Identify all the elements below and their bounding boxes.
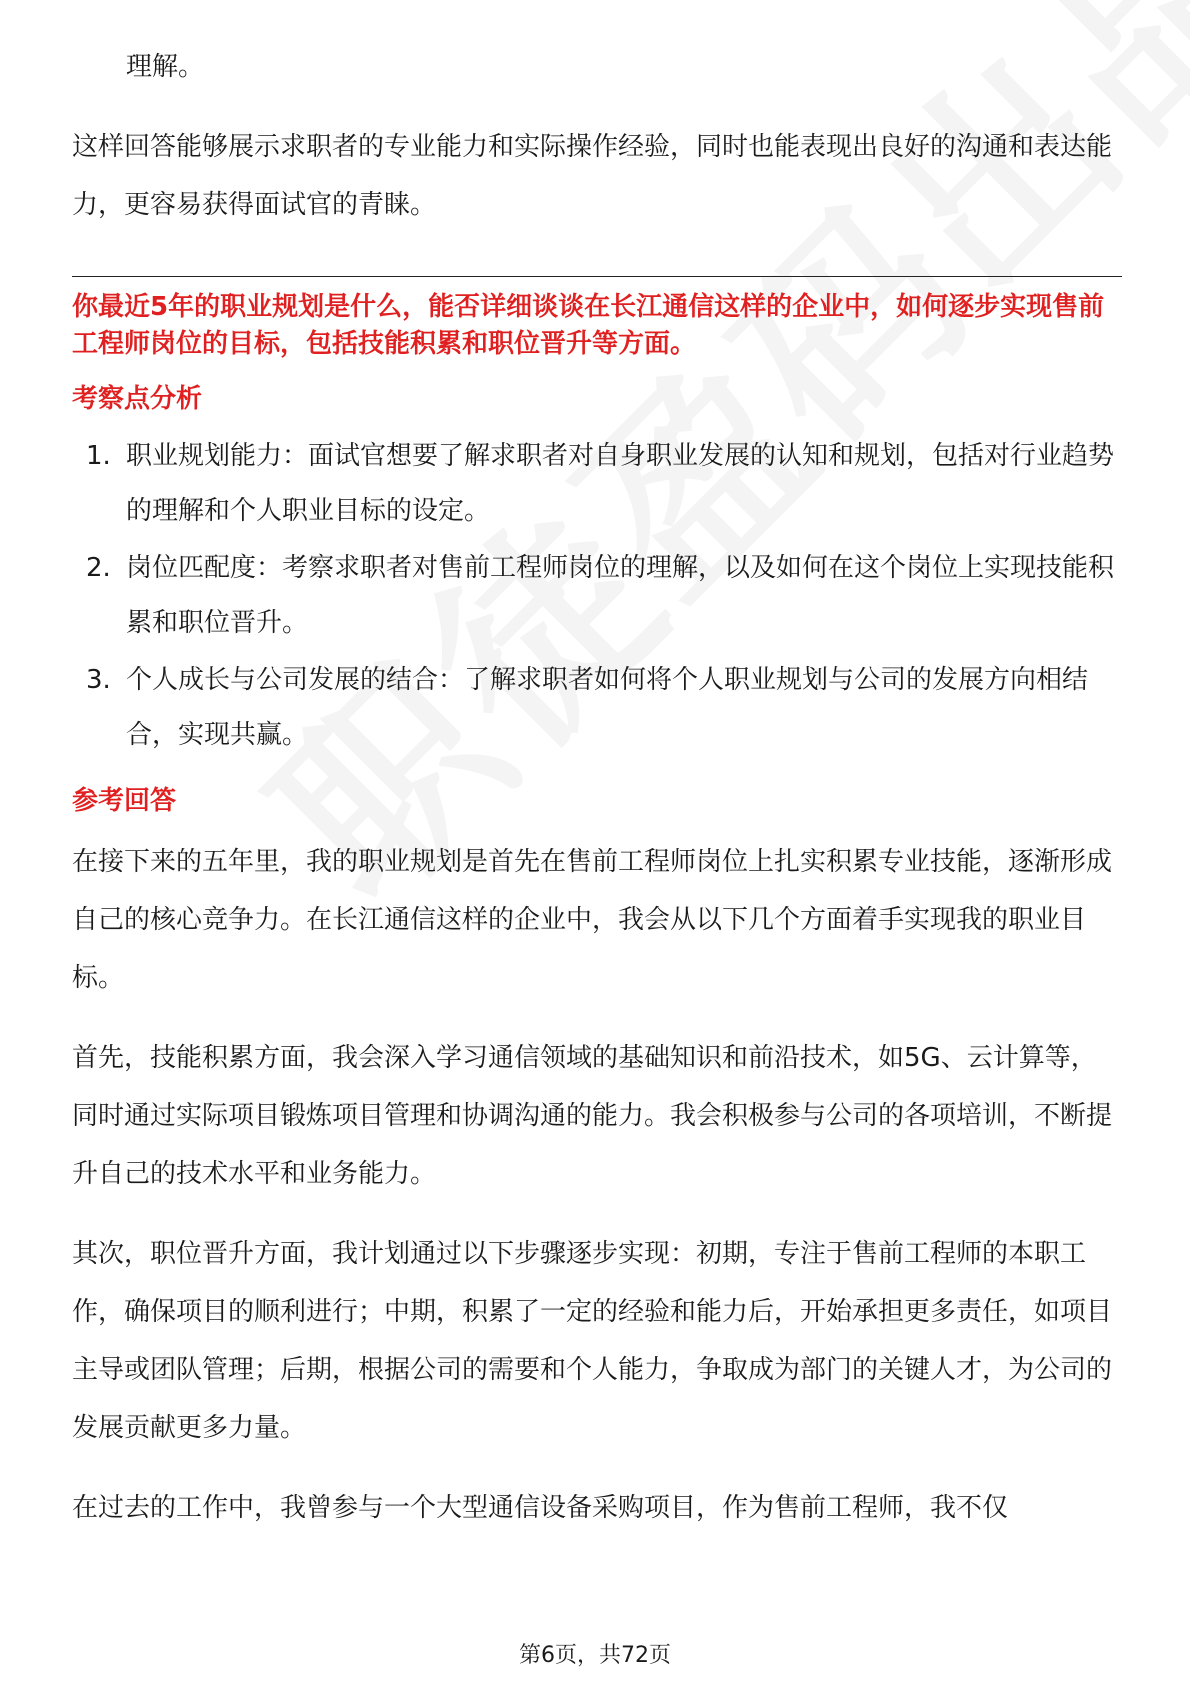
answer-paragraph-1: 在接下来的五年里，我的职业规划是首先在售前工程师岗位上扎实积累专业技能，逐渐形成自己的核心竞争力。在长江通信这样的企业中，我会从以下几个方面着手实现我的职业目标。 (72, 847, 1113, 993)
page-content (72, 38, 1122, 1537)
answer-paragraph-2: 首先，技能积累方面，我会深入学习通信领域的基础知识和前沿技术，如5G、云计算等，同时通过实际项目锻炼项目管理和协调沟通的能力。我会积极参与公司的各项培训，不断提升自己的技术水平和业务能力。 (72, 1043, 1113, 1189)
answer-title: 参考回答 (72, 786, 177, 816)
list-item-text: 职业规划能力：面试官想要了解求职者对自身职业发展的认知和规划，包括对行业趋势的理解和个人职业目标的设定。 (126, 441, 1115, 526)
analysis-list (72, 429, 1122, 763)
answer-paragraph-3: 其次，职位晋升方面，我计划通过以下步骤逐步实现：初期，专注于售前工程师的本职工作，确保项目的顺利进行；中期，积累了一定的经验和能力后，开始承担更多责任，如项目主导或团队管理；后期，根据公司的需要和个人能力，争取成为部门的关键人才，为公司的发展贡献更多力量。 (72, 1239, 1113, 1443)
question-heading: 你最近5年的职业规划是什么，能否详细谈谈在长江通信这样的企业中，如何逐步实现售前工程师岗位的目标，包括技能积累和职位晋升等方面。 (72, 292, 1105, 359)
list-item (72, 429, 1122, 539)
list-item-text: 岗位匹配度：考察求职者对售前工程师岗位的理解，以及如何在这个岗位上实现技能积累和职位晋升。 (126, 553, 1115, 638)
list-item-number: 3. (86, 665, 111, 695)
page-footer: 第6页，共72页 (519, 1643, 671, 1668)
list-item (72, 541, 1122, 651)
intro-summary: 这样回答能够展示求职者的专业能力和实际操作经验，同时也能表现出良好的沟通和表达能力，更容易获得面试官的青睐。 (72, 132, 1113, 220)
answer-paragraph-4: 在过去的工作中，我曾参与一个大型通信设备采购项目，作为售前工程师，我不仅 (72, 1493, 1009, 1523)
list-item-number: 2. (86, 553, 111, 583)
intro-tail-line: 理解。 (126, 52, 205, 82)
analysis-title: 考察点分析 (72, 384, 203, 414)
list-item-number: 1. (86, 441, 111, 471)
section-divider (72, 276, 1122, 277)
list-item (72, 653, 1122, 763)
list-item-text: 个人成长与公司发展的结合：了解求职者如何将个人职业规划与公司的发展方向相结合，实现共赢。 (126, 665, 1089, 750)
